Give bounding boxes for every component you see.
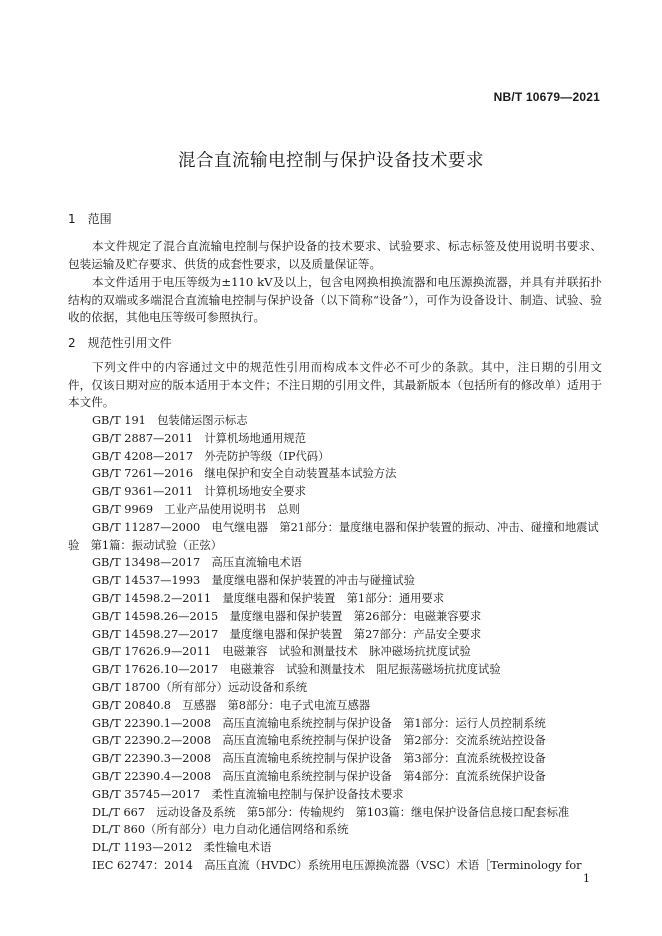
reference-item: GB/T 9969 工业产品使用说明书 总则 <box>92 502 300 516</box>
reference-item: GB/T 191 包装储运图示标志 <box>92 414 248 427</box>
reference-item: IEC 62747：2014 高压直流（HVDC）系统用电压源换流器（VSC）术语［Terminology for <box>92 858 582 872</box>
reference-item: DL/T 667 远动设备及系统 第5部分：传输规约 第103篇：继电保护设备信息接口配套标准 <box>92 805 570 819</box>
reference-item: GB/T 9361—2011 计算机场地安全要求 <box>92 485 307 499</box>
section-1-heading: 1 范围 <box>68 212 112 226</box>
reference-item: GB/T 14598.26—2015 量度继电器和保护装置 第26部分：电磁兼容要求 <box>92 609 482 623</box>
section-1-paragraph-1: 本文件规定了混合直流输电控制与保护设备的技术要求、试验要求、标志标签及使用说明书要求、包装运输及贮存要求、供货的成套性要求，以及质量保证等。 <box>68 239 602 271</box>
reference-item: GB/T 22390.1—2008 高压直流输电系统控制与保护设备 第1部分：运行人员控制系统 <box>92 716 546 730</box>
reference-item: GB/T 22390.2—2008 高压直流输电系统控制与保护设备 第2部分：交流系统站控设备 <box>92 734 546 748</box>
reference-item: GB/T 7261—2016 继电保护和安全自动装置基本试验方法 <box>92 467 397 481</box>
section-2-heading: 2 规范性引用文件 <box>68 336 172 350</box>
reference-item: GB/T 4208—2017 外壳防护等级（IP代码） <box>92 449 330 463</box>
page-number: 1 <box>583 872 590 885</box>
reference-item: DL/T 860（所有部分）电力自动化通信网络和系统 <box>92 823 349 837</box>
reference-item: DL/T 1193—2012 柔性输电术语 <box>92 841 272 855</box>
reference-item: GB/T 14598.27—2017 量度继电器和保护装置 第27部分：产品安全要求 <box>92 627 482 641</box>
document-title: 混合直流输电控制与保护设备技术要求 <box>178 151 484 171</box>
reference-item: GB/T 22390.4—2008 高压直流输电系统控制与保护设备 第4部分：直流系统保护设备 <box>92 769 546 783</box>
reference-item: GB/T 17626.10—2017 电磁兼容 试验和测量技术 阻尼振荡磁场抗扰度试验 <box>92 663 501 677</box>
standard-number: NB/T 10679—2021 <box>493 90 600 104</box>
section-2-intro: 下列文件中的内容通过文中的规范性引用而构成本文件必不可少的条款。其中，注日期的引用文件，仅该日期对应的版本适用于本文件；不注日期的引用文件，其最新版本（包括所有的修改单）适用于本文件。 <box>68 360 602 410</box>
reference-item: GB/T 22390.3—2008 高压直流输电系统控制与保护设备 第3部分：直流系统极控设备 <box>92 752 546 766</box>
reference-item: GB/T 14537—1993 量度继电器和保护装置的冲击与碰撞试验 <box>92 574 415 588</box>
reference-item: GB/T 14598.2—2011 量度继电器和保护装置 第1部分：通用要求 <box>92 591 445 605</box>
reference-item: GB/T 11287—2000 电气继电器 第21部分：量度继电器和保护装置的振动、冲击、碰撞和地震试验 第1篇：振动试验（正弦） <box>68 520 599 552</box>
section-1-paragraph-2: 本文件适用于电压等级为±110 kV及以上，包含电网换相换流器和电压源换流器，并具有并联拓扑结构的双端或多端混合直流输电控制与保护设备（以下简称“设备”），可作为设备设计、制造、试验、验收的依据，其他电压等级可参照执行。 <box>68 275 602 325</box>
reference-item: GB/T 35745—2017 柔性直流输电控制与保护设备技术要求 <box>92 787 404 801</box>
reference-item: GB/T 13498—2017 高压直流输电术语 <box>92 556 302 570</box>
reference-item: GB/T 18700（所有部分）远动设备和系统 <box>92 680 308 694</box>
reference-item: GB/T 17626.9—2011 电磁兼容 试验和测量技术 脉冲磁场抗扰度试验 <box>92 645 471 659</box>
reference-item: GB/T 20840.8 互感器 第8部分：电子式电流互感器 <box>92 698 371 712</box>
reference-item: GB/T 2887—2011 计算机场地通用规范 <box>92 431 307 445</box>
reference-list <box>68 412 602 875</box>
